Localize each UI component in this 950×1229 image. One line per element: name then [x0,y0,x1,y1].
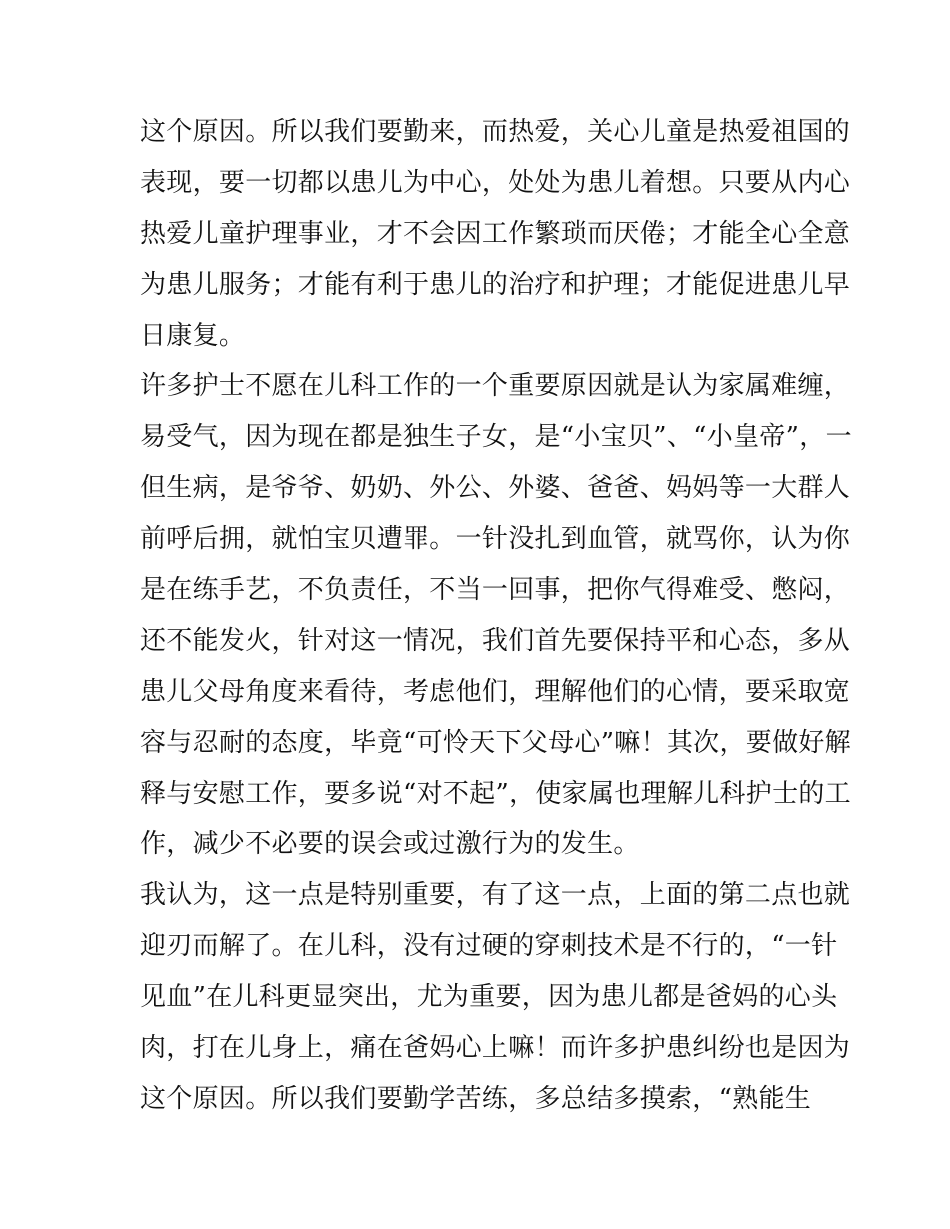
text-line: 患儿父母角度来看待，考虑他们，理解他们的心情，要采取宽 [140,676,851,707]
text-line: 是在练手艺，不负责任，不当一回事，把你气得难受、憋闷， [140,575,851,606]
text-line: 表现，要一切都以患儿为中心，处处为患儿着想。只要从内心 [140,167,851,198]
text-line: 见血”在儿科更显突出，尤为重要，因为患儿都是爸妈的心头 [140,982,838,1013]
body-text [140,107,852,1125]
text-line: 还不能发火，针对这一情况，我们首先要保持平和心态，多从 [140,625,851,656]
text-line: 我认为，这一点是特别重要，有了这一点，上面的第二点也就 [140,880,851,911]
text-line: 释与安慰工作，要多说“对不起”，使家属也理解儿科护士的工 [140,778,851,809]
text-line: 迎刃而解了。在儿科，没有过硬的穿刺技术是不行的，“一针 [140,931,838,962]
text-line: 前呼后拥，就怕宝贝遭罪。一针没扎到血管，就骂你，认为你 [140,524,851,555]
text-line: 这个原因。所以我们要勤来，而热爱，关心儿童是热爱祖国的 [140,117,851,147]
text-line: 这个原因。所以我们要勤学苦练，多总结多摸索，“熟能生 [140,1083,812,1114]
text-line: 作，减少不必要的误会或过激行为的发生。 [140,829,640,860]
text-line: 热爱儿童护理事业，才不会因工作繁琐而厌倦；才能全心全意 [140,218,851,249]
text-line: 许多护士不愿在儿科工作的一个重要原因就是认为家属难缠， [140,371,851,402]
text-line: 日康复。 [140,320,246,351]
text-line: 容与忍耐的态度，毕竟“可怜天下父母心”嘛！其次，要做好解 [140,727,851,758]
text-line: 易受气，因为现在都是独生子女，是“小宝贝”、“小皇帝”，一 [140,422,852,453]
text-line: 肉，打在儿身上，痛在爸妈心上嘛！而许多护患纠纷也是因为 [140,1033,851,1064]
text-line: 但生病，是爷爷、奶奶、外公、外婆、爸爸、妈妈等一大群人 [140,473,851,504]
text-line: 为患儿服务；才能有利于患儿的治疗和护理；才能促进患儿早 [140,269,851,300]
